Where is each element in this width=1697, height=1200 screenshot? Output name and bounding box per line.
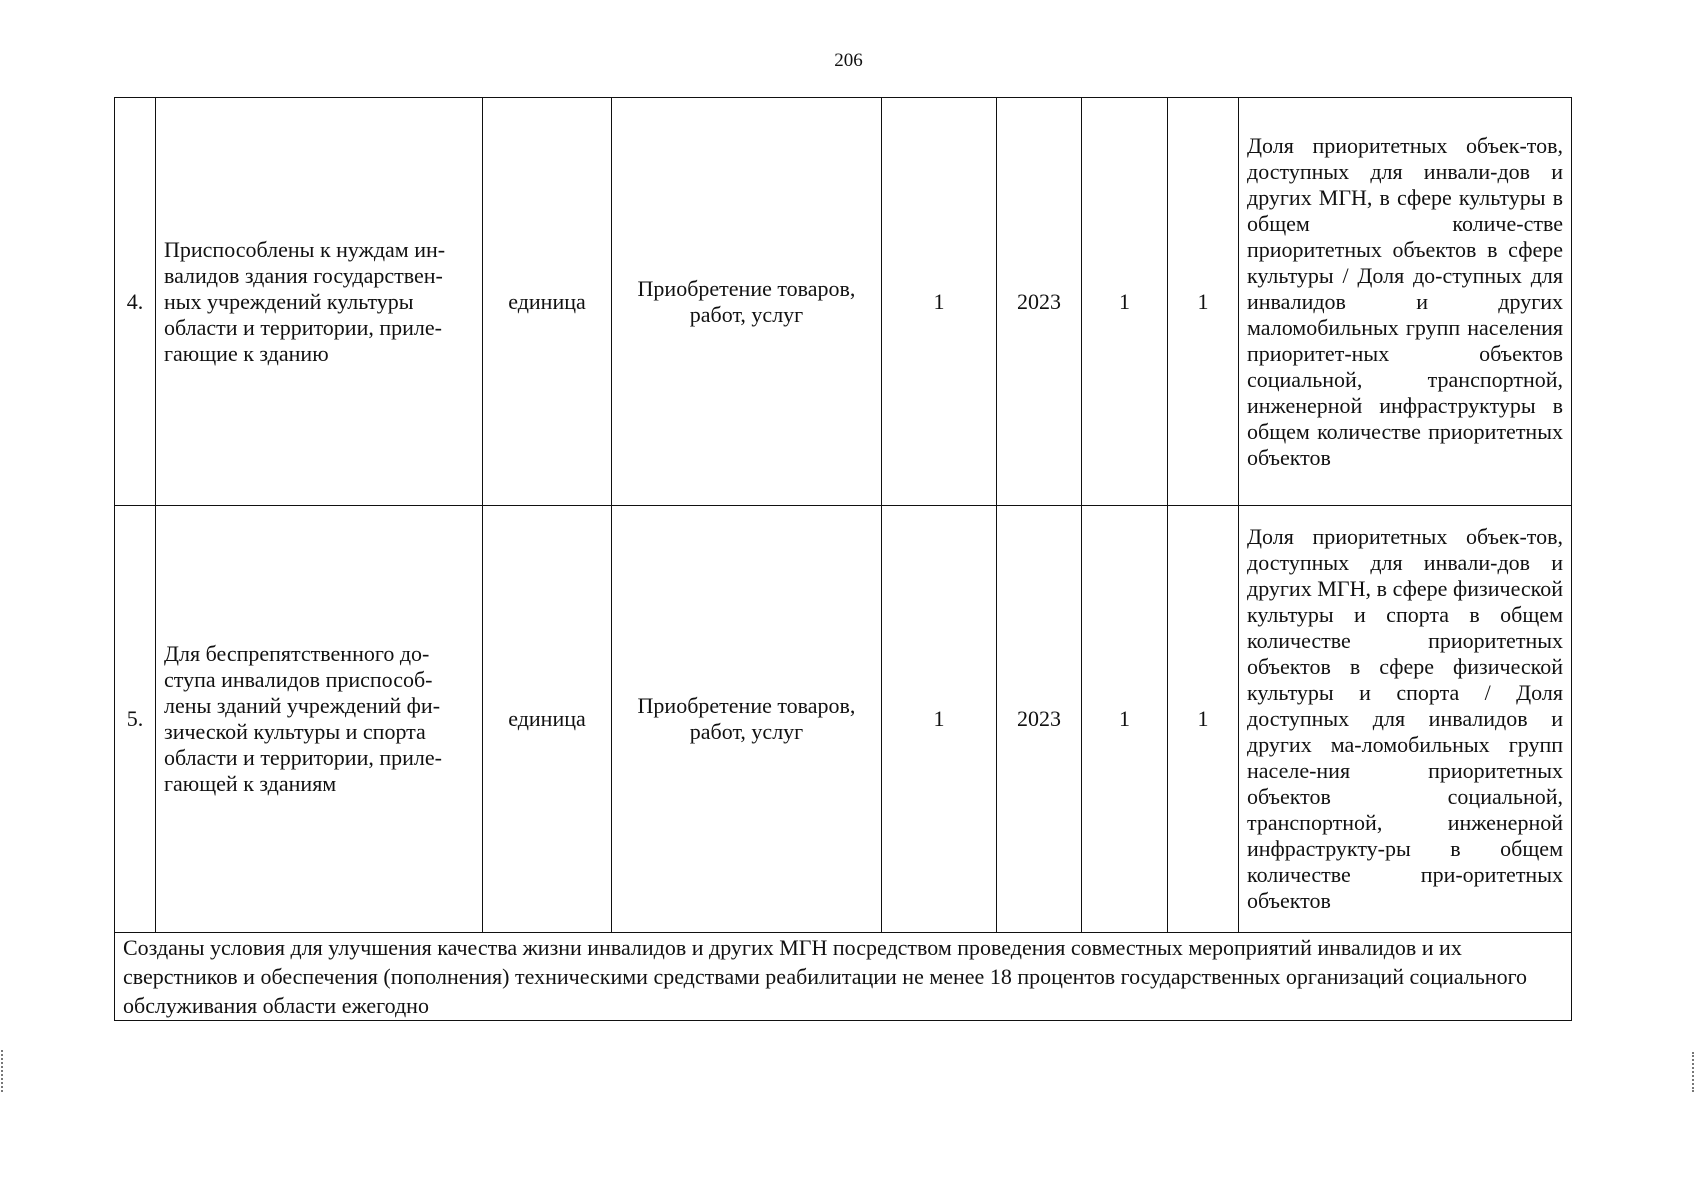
unit-cell: единица: [483, 98, 612, 506]
value-cell: 1: [882, 506, 997, 933]
type-cell: Приобретение товаров, работ, услуг: [612, 506, 882, 933]
year-cell: 2023: [997, 506, 1082, 933]
table-row: [115, 98, 1572, 506]
table-row: [115, 506, 1572, 933]
value-cell: 1: [1082, 506, 1168, 933]
scan-edge-mark-right: [1692, 1052, 1696, 1092]
indicator-cell: Доля приоритетных объек-тов, доступных для инвали-дов и других МГН, в сфере физической культуры и спорта в общем количестве приоритетных объектов в сфере физической культуры и спорта / Доля доступных для инвалидов и других ма-ломобильных групп населе-ния приоритетных объектов социальной, транспортной, инженерной инфраструкту-ры в общем количестве при-оритетных объектов: [1239, 506, 1572, 933]
summary-row: [115, 933, 1572, 1021]
year-cell: 2023: [997, 98, 1082, 506]
value-cell: 1: [1082, 98, 1168, 506]
measure-name: Приспособлены к нуждам ин-валидов здания государствен-ных учреждений культуры области и территории, приле-гающие к зданию: [156, 98, 483, 506]
row-number: 4.: [115, 98, 156, 506]
scan-edge-mark-left: [1, 1050, 5, 1092]
value-cell: 1: [1168, 98, 1239, 506]
measure-name: Для беспрепятственного до-ступа инвалидов приспособ-лены зданий учреждений фи-зической культуры и спорта области и территории, приле-гающей к зданиям: [156, 506, 483, 933]
value-cell: 1: [882, 98, 997, 506]
indicator-cell: Доля приоритетных объек-тов, доступных для инвали-дов и других МГН, в сфере культуры в общем количе-стве приоритетных объектов в сфере культуры / Доля до-ступных для инвалидов и других маломобильных групп населения приоритет-ных объектов социальной, транспортной, инженерной инфраструктуры в общем количестве приоритетных объектов: [1239, 98, 1572, 506]
unit-cell: единица: [483, 506, 612, 933]
value-cell: 1: [1168, 506, 1239, 933]
type-cell: Приобретение товаров, работ, услуг: [612, 98, 882, 506]
summary-text: Созданы условия для улучшения качества жизни инвалидов и других МГН посредством проведения совместных мероприятий инвалидов и их сверстников и обеспечения (пополнения) техническими средствами реабилитации не менее 18 процентов государственных организаций социального обслуживания области ежегодно: [115, 933, 1572, 1021]
page-number: 206: [834, 50, 863, 71]
measures-table: [114, 97, 1572, 1021]
row-number: 5.: [115, 506, 156, 933]
